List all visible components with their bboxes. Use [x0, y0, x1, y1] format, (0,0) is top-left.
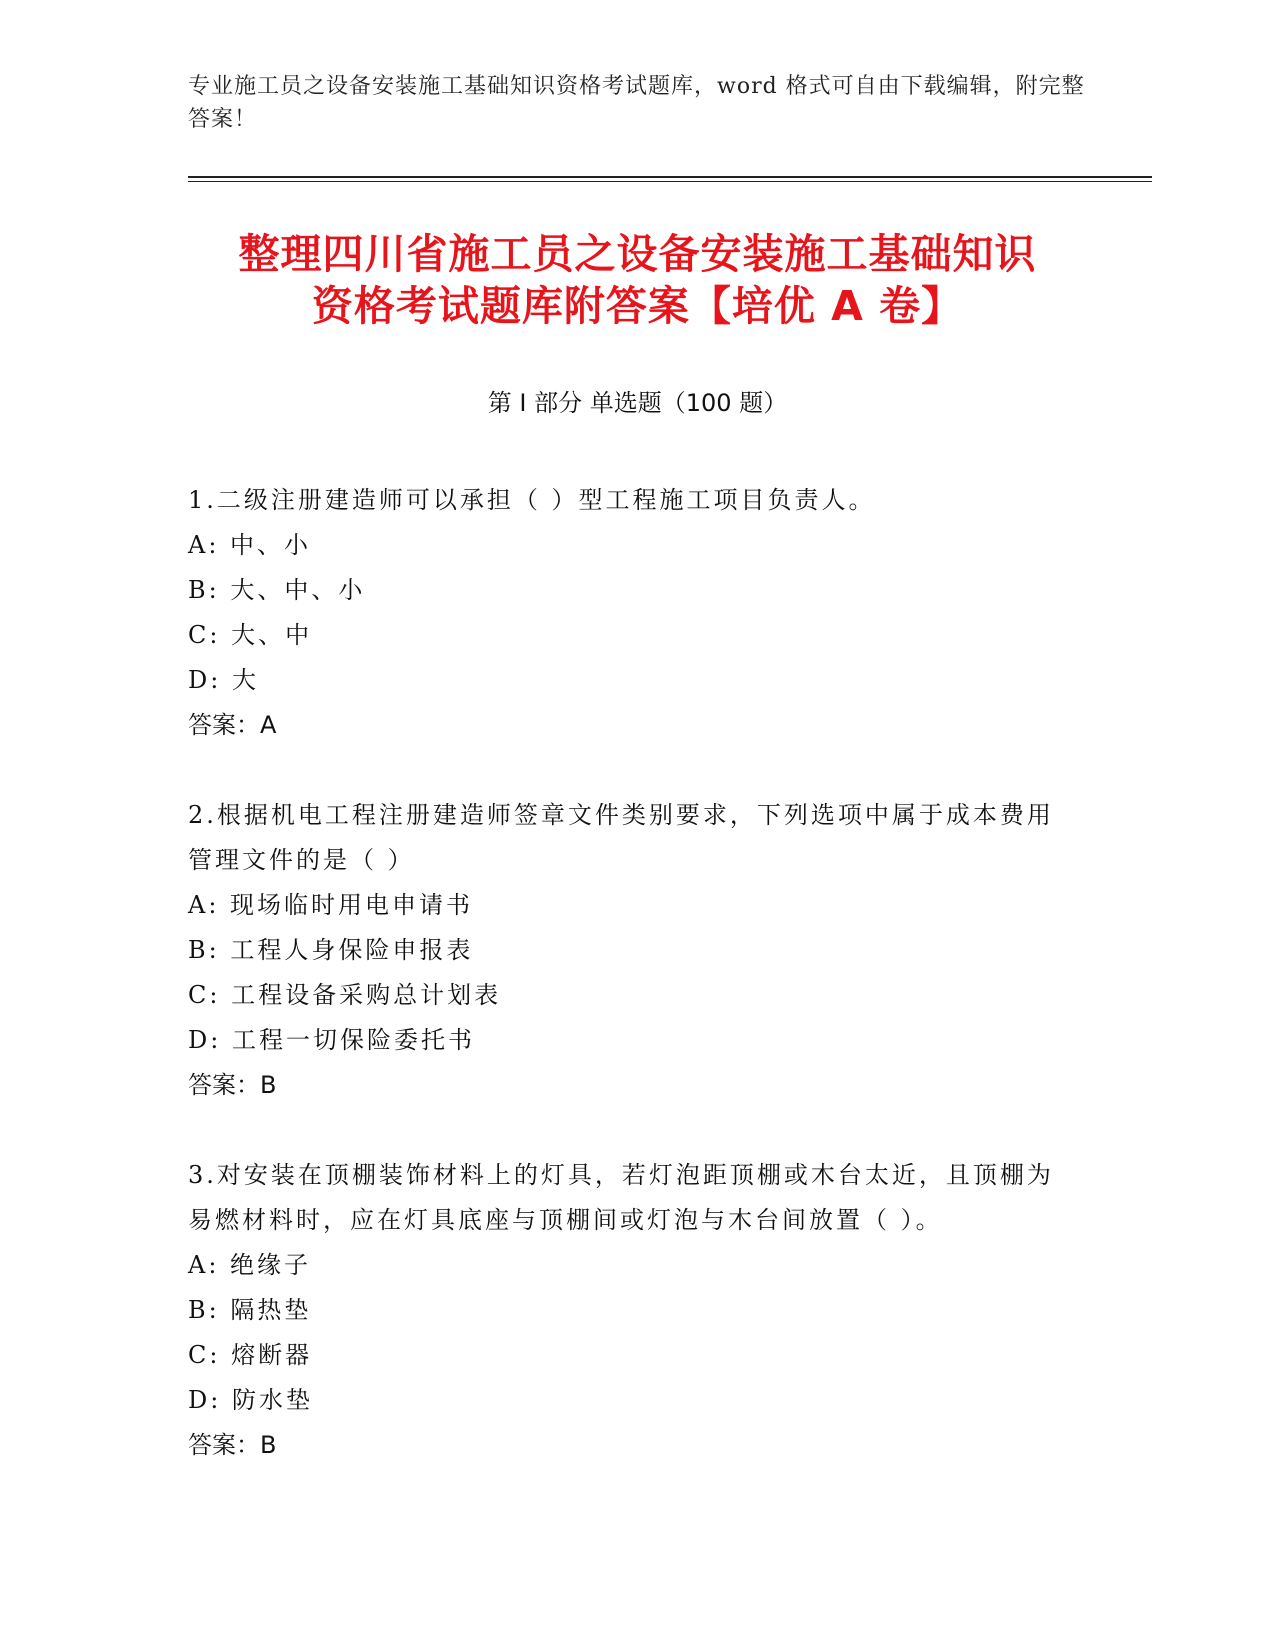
answer-line: 答案：A [188, 711, 277, 739]
title-line-1: 整理四川省施工员之设备安装施工基础知识 [238, 230, 1037, 278]
option-c: C: 工程设备采购总计划表 [188, 981, 502, 1009]
option-b: B: 大、中、小 [188, 576, 366, 604]
option-b: B: 工程人身保险申报表 [188, 936, 474, 964]
option-c: C: 大、中 [188, 621, 313, 649]
section-title: 第 I 部分 单选题（100 题） [487, 389, 788, 417]
option-d: D: 防水垫 [188, 1386, 313, 1414]
option-d: D: 大 [188, 666, 259, 694]
title-line-2: 资格考试题库附答案【培优 A 卷】 [311, 282, 964, 330]
question-stem: 2.根据机电工程注册建造师签章文件类别要求，下列选项中属于成本费用管理文件的是（ ） [188, 801, 1054, 874]
question-2 [188, 793, 1068, 1108]
header-rule-thick [188, 176, 1152, 178]
option-a: A: 中、小 [188, 531, 312, 559]
question-stem: 3.对安装在顶棚装饰材料上的灯具，若灯泡距顶棚或木台太近，且顶棚为易燃材料时，应在灯具底座与顶棚间或灯泡与木台间放置（ ）。 [188, 1161, 1054, 1234]
question-list [188, 478, 1068, 1468]
header-note: 专业施工员之设备安装施工基础知识资格考试题库，word 格式可自由下载编辑，附完整答案！ [188, 74, 1085, 132]
header-rule-thin [188, 181, 1152, 182]
option-b: B: 隔热垫 [188, 1296, 312, 1324]
question-1 [188, 478, 1068, 748]
question-3 [188, 1153, 1068, 1468]
answer-line: 答案：B [188, 1071, 277, 1099]
question-stem: 1.二级注册建造师可以承担（ ）型工程施工项目负责人。 [188, 486, 876, 514]
option-d: D: 工程一切保险委托书 [188, 1026, 475, 1054]
document-title [150, 228, 1125, 332]
answer-line: 答案：B [188, 1431, 277, 1459]
option-a: A: 绝缘子 [188, 1251, 312, 1279]
option-a: A: 现场临时用电申请书 [188, 891, 474, 919]
option-c: C: 熔断器 [188, 1341, 313, 1369]
